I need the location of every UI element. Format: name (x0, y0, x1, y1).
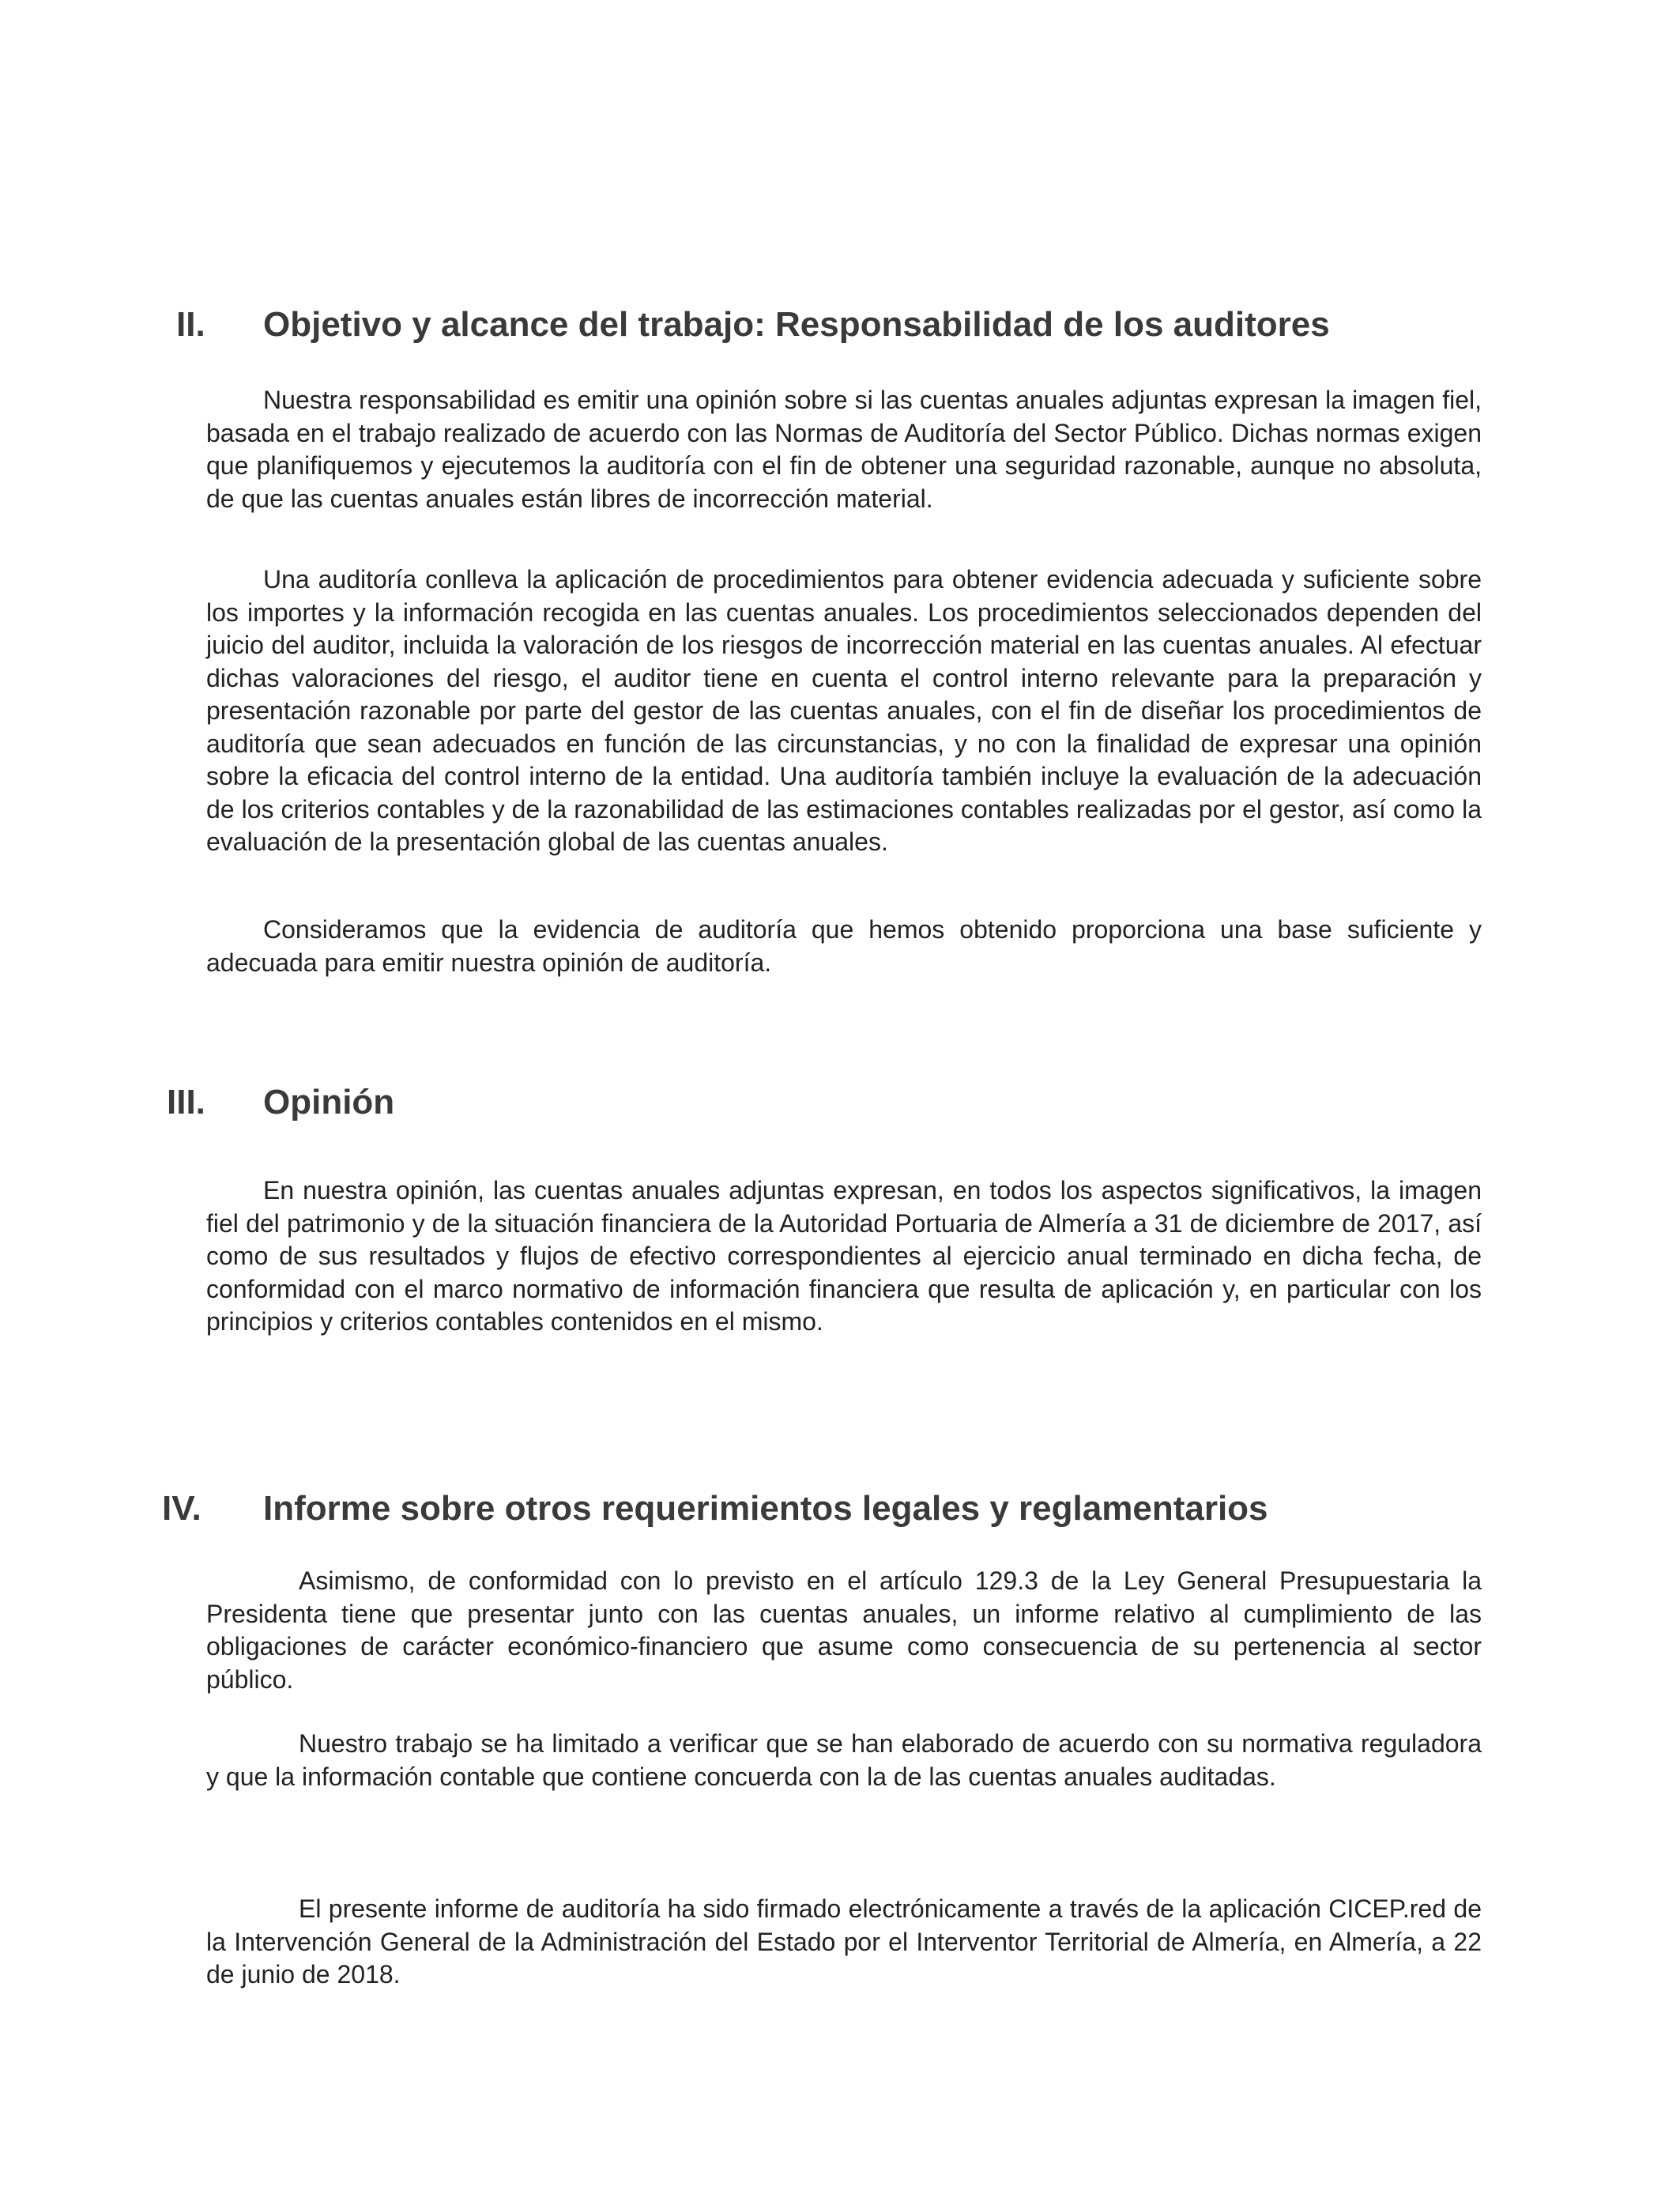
paragraph: Una auditoría conlleva la aplicación de procedimientos para obtener evidencia adecuada y suficiente sobre los importes y la información recogida en las cuentas anuales. Los procedimientos seleccionados dependen del juicio del auditor, incluida la valoración de los riesgos de incorrección material en las cuentas anuales. Al efectuar dichas valoraciones del riesgo, el auditor tiene en cuenta el control interno relevante para la preparación y presentación razonable por parte del gestor de las cuentas anuales, con el fin de diseñar los procedimientos de auditoría que sean adecuados en función de las circunstancias, y no con la finalidad de expresar una opinión sobre la eficacia del control interno de la entidad. Una auditoría también incluye la evaluación de la adecuación de los criterios contables y de la razonabilidad de las estimaciones contables realizadas por el gestor, así como la evaluación de la presentación global de las cuentas anuales. (206, 565, 1482, 856)
section-number: IV. (162, 1489, 202, 1528)
signature-paragraph: El presente informe de auditoría ha sido firmado electrónicamente a través de la aplicación CICEP.red de la Intervención General de la Administración del Estado por el Interventor Territorial de Almería, en Almería, a 22 de junio de 2018. (206, 1894, 1482, 1989)
section-title: Objetivo y alcance del trabajo: Responsabilidad de los auditores (263, 305, 1330, 344)
section-number: III. (167, 1083, 205, 1122)
section-heading-iii (0, 1083, 1680, 1138)
paragraph: Consideramos que la evidencia de auditoría que hemos obtenido proporciona una base suficiente y adecuada para emitir nuestra opinión de auditoría. (206, 915, 1482, 977)
section-heading-iv (0, 1489, 1680, 1544)
paragraph: Nuestro trabajo se ha limitado a verificar que se han elaborado de acuerdo con su normativa reguladora y que la información contable que contiene concuerda con la de las cuentas anuales auditadas. (206, 1729, 1482, 1791)
paragraph: Asimismo, de conformidad con lo previsto en el artículo 129.3 de la Ley General Presupuestaria la Presidenta tiene que presentar junto con las cuentas anuales, un informe relativo al cumplimiento de las obligaciones de carácter económico-financiero que asume como consecuencia de su pertenencia al sector público. (206, 1566, 1482, 1694)
section-heading-ii (0, 305, 1680, 360)
paragraph: Nuestra responsabilidad es emitir una opinión sobre si las cuentas anuales adjuntas expresan la imagen fiel, basada en el trabajo realizado de acuerdo con las Normas de Auditoría del Sector Público. Dichas normas exigen que planifiquemos y ejecutemos la auditoría con el fin de obtener una seguridad razonable, aunque no absoluta, de que las cuentas anuales están libres de incorrección material. (206, 386, 1482, 513)
section-title: Informe sobre otros requerimientos legales y reglamentarios (263, 1489, 1268, 1528)
paragraph: En nuestra opinión, las cuentas anuales adjuntas expresan, en todos los aspectos significativos, la imagen fiel del patrimonio y de la situación financiera de la Autoridad Portuaria de Almería a 31 de diciembre de 2017, así como de sus resultados y flujos de efectivo correspondientes al ejercicio anual terminado en dicha fecha, de conformidad con el marco normativo de información financiera que resulta de aplicación y, en particular con los principios y criterios contables contenidos en el mismo. (206, 1176, 1482, 1336)
section-number: II. (176, 305, 205, 344)
section-title: Opinión (263, 1083, 395, 1122)
